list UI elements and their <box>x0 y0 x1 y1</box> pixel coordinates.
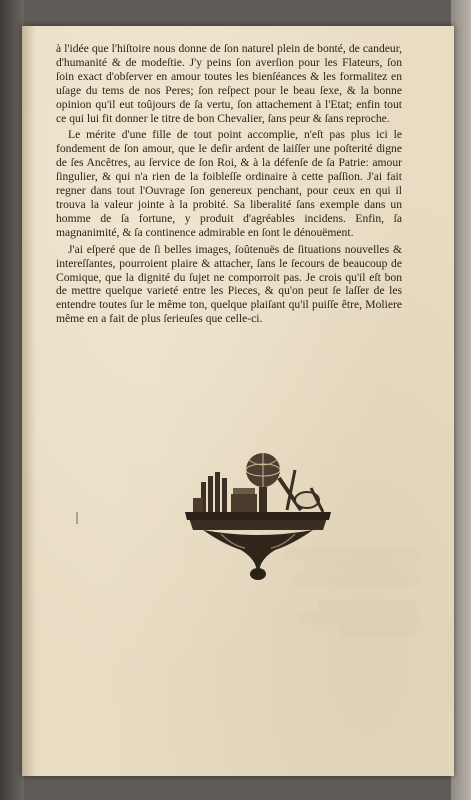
paragraph-1: à l'idée que l'hiſtoire nous donne de ſon naturel plein de bonté, de candeur, d'humanité & de modeſtie. J'y peins ſon averſion pour les Flateurs, ſon ſoin exact d'obſerver en amour toutes les bienſéances & les formalitez en uſage du tems de nos Peres; ſon reſpect pour le beau ſexe, & la bonne opinion qu'il eut toûjours de ſa vertu, ſon attachement à l'Etat; enfin tout ce qui lui fit donner le titre de bon Chevalier, ſans peur & ſans reproche. <box>56 42 402 125</box>
scan-backdrop-right <box>451 0 471 800</box>
vignette-instruments <box>279 470 323 512</box>
paragraph-3: J'ai eſperé que de ſi belles images, ſoûtenuës de ſituations nouvelles & intereſſantes, pourroient plaire & attacher, ſans le ſecours de beaucoup de Comique, que la dignité du ſujet ne comporroit pas. Je crois qu'il eſt bon de mettre quelque varieté entre les Pieces, & qu'on peut ſe laſſer de les entendre toutes ſur le même ton, quelque plaiſant qu'il puiſſe être, Moliere même en a fait de plus ſerieuſes que celle-ci. <box>56 242 402 326</box>
margin-mark <box>76 512 78 524</box>
paragraph-2: Le mérite d'une fille de tout point accomplie, n'eſt pas plus ici le fondement de ſon amour, que le deſir ardent de laiſſer une poſterité digne de ſes Ancêtres, au ſervice de ſon Roi, & à la défenſe de ſa Patrie: amour ſingulier, & qui n'a rien de la foibleſſe ordinaire à cette paſſion. J'ai fait regner dans tout l'Ouvrage ſon genereux penchant, pour ceux en qui il trouva la valeur jointe à la probité. Sa liberalité ſans exemple dans un homme de ſa fortune, y produit d'agréables incidens. Enfin, ſa magnanimité, & ſa continence admirable en ſont le dénouëment. <box>56 128 402 239</box>
page-text <box>56 42 402 329</box>
scan-backdrop-left <box>0 0 24 800</box>
bleed-through-shadow: ░░░░░░░░░░░░░░░░░░░ ░░░░░░░░░░░░░░░░ ░░░░░░░░░░░░░░░░░░ ░░░░░░░░░░░░░░ ░░░░░░░░░░░░░░░░░ ░░░░░░░░░░░ <box>285 549 420 638</box>
vignette-shelf-rim <box>185 512 331 520</box>
vignette-organ-pipes <box>201 472 227 512</box>
